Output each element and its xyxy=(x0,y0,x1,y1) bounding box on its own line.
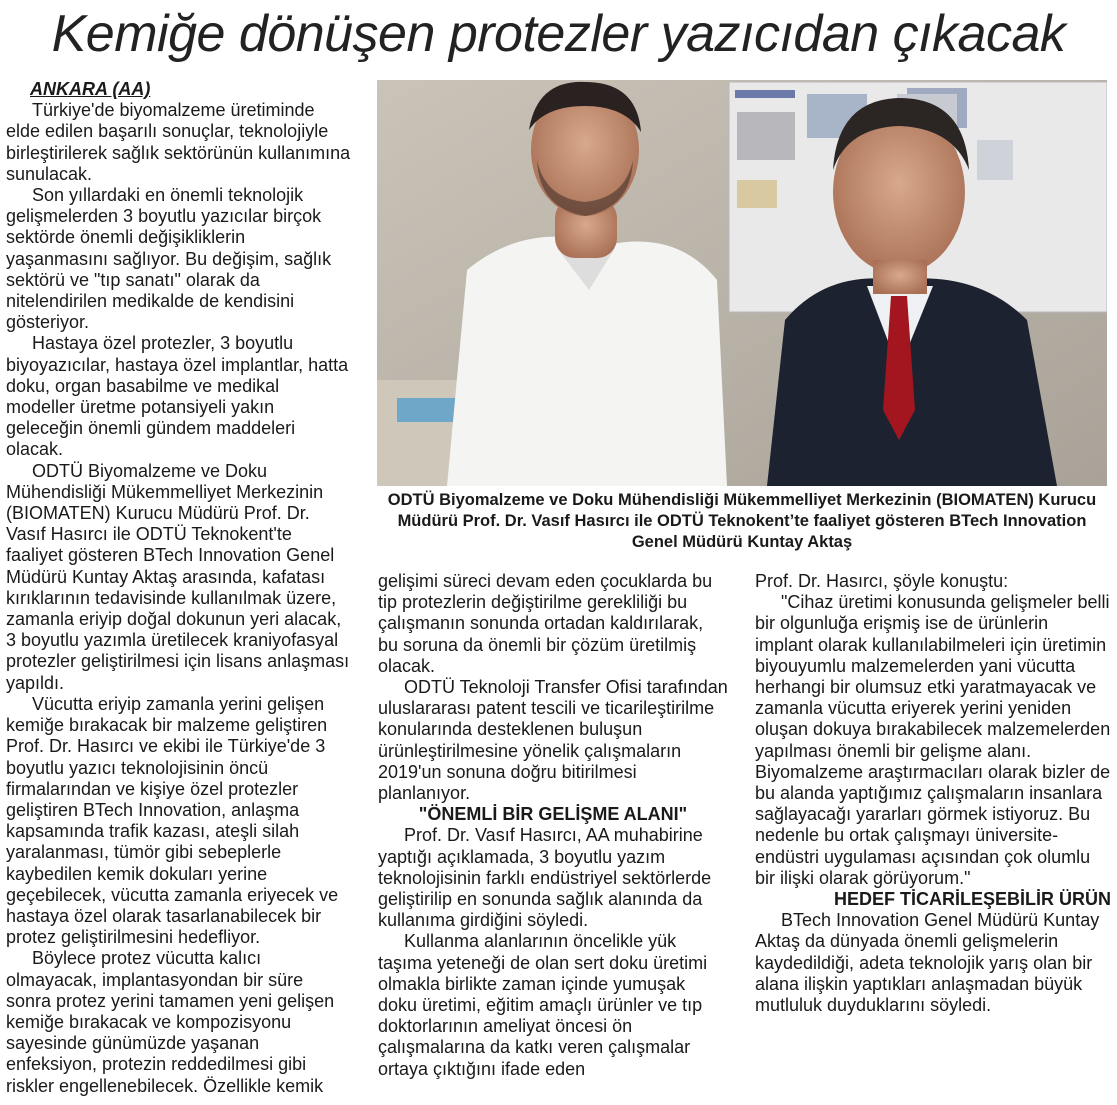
paragraph: Prof. Dr. Vasıf Hasırcı, AA muhabirine yaptığı açıklamada, 3 boyutlu yazım teknolojisinin farklı endüstriyel sektörlerde geliştirilip en sonunda sağlık alanında da kullanıma girdiğini söyledi. xyxy=(378,825,712,931)
paragraph: gelişimi süreci devam eden çocuklarda bu tip protezlerin değiştirilme gerekliliği bu çalışmanın sonunda ortadan kaldırılarak, bu soruna da önemli bir çözüm üretilmiş olacak. xyxy=(378,571,713,676)
photo-caption: ODTÜ Biyomalzeme ve Doku Mühendisliği Mükemmelliyet Merkezinin (BIOMATEN) Kurucu Müdürü Prof. Dr. Vasıf Hasırcı ile ODTÜ Teknokent’te faaliyet gösteren BTech Innovation Genel Müdürü Kuntay Aktaş xyxy=(387,491,1097,551)
article-column-2 xyxy=(378,571,728,1080)
paragraph: Böylece protez vücutta kalıcı olmayacak, implantasyondan bir süre sonra protez yerini tamamen yeni gelişen kemiğe bırakacak ve kompozisyonu sayesinde günümüzde yaşanan enfeksiyon, protezin reddedilmesi gibi riskler engellenebilecek. Özellikle kemik xyxy=(6,948,335,1096)
paragraph: Hastaya özel protezler, 3 boyutlu biyoyazıcılar, hastaya özel implantlar, hatta doku, organ basabilme ve medikal modeller üretme potansiyeli yakın geleceğin önemli gündem maddeleri olacak. xyxy=(6,333,349,460)
article-column-3 xyxy=(755,571,1111,1016)
paragraph: BTech Innovation Genel Müdürü Kuntay Aktaş da dünyada önemli gelişmelerin kaydedildiği, adeta teknolojik yarış olan bir alana ilişkin yaptıkları anlaşmadan büyük mutluluk duyduklarını söyledi. xyxy=(755,910,1100,1016)
article-column-1 xyxy=(6,79,351,1097)
subheading: HEDEF TİCARİLEŞEBİLİR ÜRÜN xyxy=(833,889,1111,910)
dateline: ANKARA (AA) xyxy=(30,79,151,99)
paragraph: Prof. Dr. Hasırcı, şöyle konuştu: xyxy=(755,571,1009,591)
paragraph: Türkiye'de biyomalzeme üretiminde elde edilen başarılı sonuçlar, teknolojiyle birleştirilerek sağlık sektörünün kullanımına sunulacak. xyxy=(6,100,351,184)
paragraph: Kullanma alanlarının öncelikle yük taşıma yeteneği de olan sert doku üretimi olmakla birlikte zaman içinde yumuşak doku üretimi, eğitim amaçlı ürünler ve tıp doktorlarının ameliyat öncesi ön çalışmalarına da katkı veren çalışmalar ortaya çıktığını ifade eden xyxy=(378,931,708,1079)
headline: Kemiğe dönüşen protezler yazıcıdan çıkacak xyxy=(51,5,1066,63)
paragraph: ODTÜ Biyomalzeme ve Doku Mühendisliği Mükemmelliyet Merkezinin (BIOMATEN) Kurucu Müdürü Prof. Dr. Vasıf Hasırcı ile ODTÜ Teknokent'te faaliyet gösteren BTech Innovation Genel Müdürü Kuntay Aktaş arasında, kafatası kırıklarının tedavisinde kullanılmak üzere, zamanla eriyip doğal dokunun yeri alacak, 3 boyutlu yazımla üretilecek kraniyofasyal protezler geliştirilmesi için lisans anlaşması yapıldı. xyxy=(6,460,350,693)
subheading: "ÖNEMLİ BİR GELİŞME ALANI" xyxy=(418,804,688,825)
paragraph: "Cihaz üretimi konusunda gelişmeler belli bir olgunluğa erişmiş ise de ürünlerin implant olarak kullanılabilmeleri için üretimin biyouyumlu malzemelerden yani vücutta herhangi bir olumsuz etki yaratmayacak ve zamanla vücutta eriyerek yerini yeniden oluşan dokuya bırakabilecek malzemelerden yapılması önemli bir gelişme alanı. Biyomalzeme araştırmacıları olarak bizler de bu alanda yaptığımız çalışmaların insanlara sağlayacağı yararları görmek istiyoruz. Bu nedenle bu ortak çalışmayı üniversite-endüstri uygulaması açısından çok olumlu bir ilişki olarak görüyorum." xyxy=(755,592,1111,888)
paragraph: ODTÜ Teknoloji Transfer Ofisi tarafından uluslararası patent tescili ve ticarileştirilme konularında desteklenen buluşun ürünleştirilmesine yönelik çalışmaların 2019'un sonuna doğru bitirilmesi planlanıyor. xyxy=(378,677,728,804)
paragraph: Son yıllardaki en önemli teknolojik gelişmelerden 3 boyutlu yazıcılar birçok sektörde önemli değişikliklerin yaşanmasını sağlıyor. Bu değişim, sağlık sektörü ve "tıp sanatı" olarak da nitelendirilen medikalde de kendisini gösteriyor. xyxy=(6,185,332,333)
news-photo xyxy=(377,80,1107,486)
paragraph: Vücutta eriyip zamanla yerini gelişen kemiğe bırakacak bir malzeme geliştiren Prof. Dr. Hasırcı ve ekibi ile Türkiye'de 3 boyutlu yazıcı teknolojisinin öncü firmalarından ve kişiye özel protezler geliştiren BTech Innovation, anlaşma kapsamında trafik kazası, ateşli silah yaralanması, tümör gibi sebeplerle kaybedilen kemik dokuları yerine geçebilecek, vücutta zamanla eriyecek ve hastaya özel olarak tasarlanabilecek bir protez geliştirilmesini hedefliyor. xyxy=(6,693,339,948)
